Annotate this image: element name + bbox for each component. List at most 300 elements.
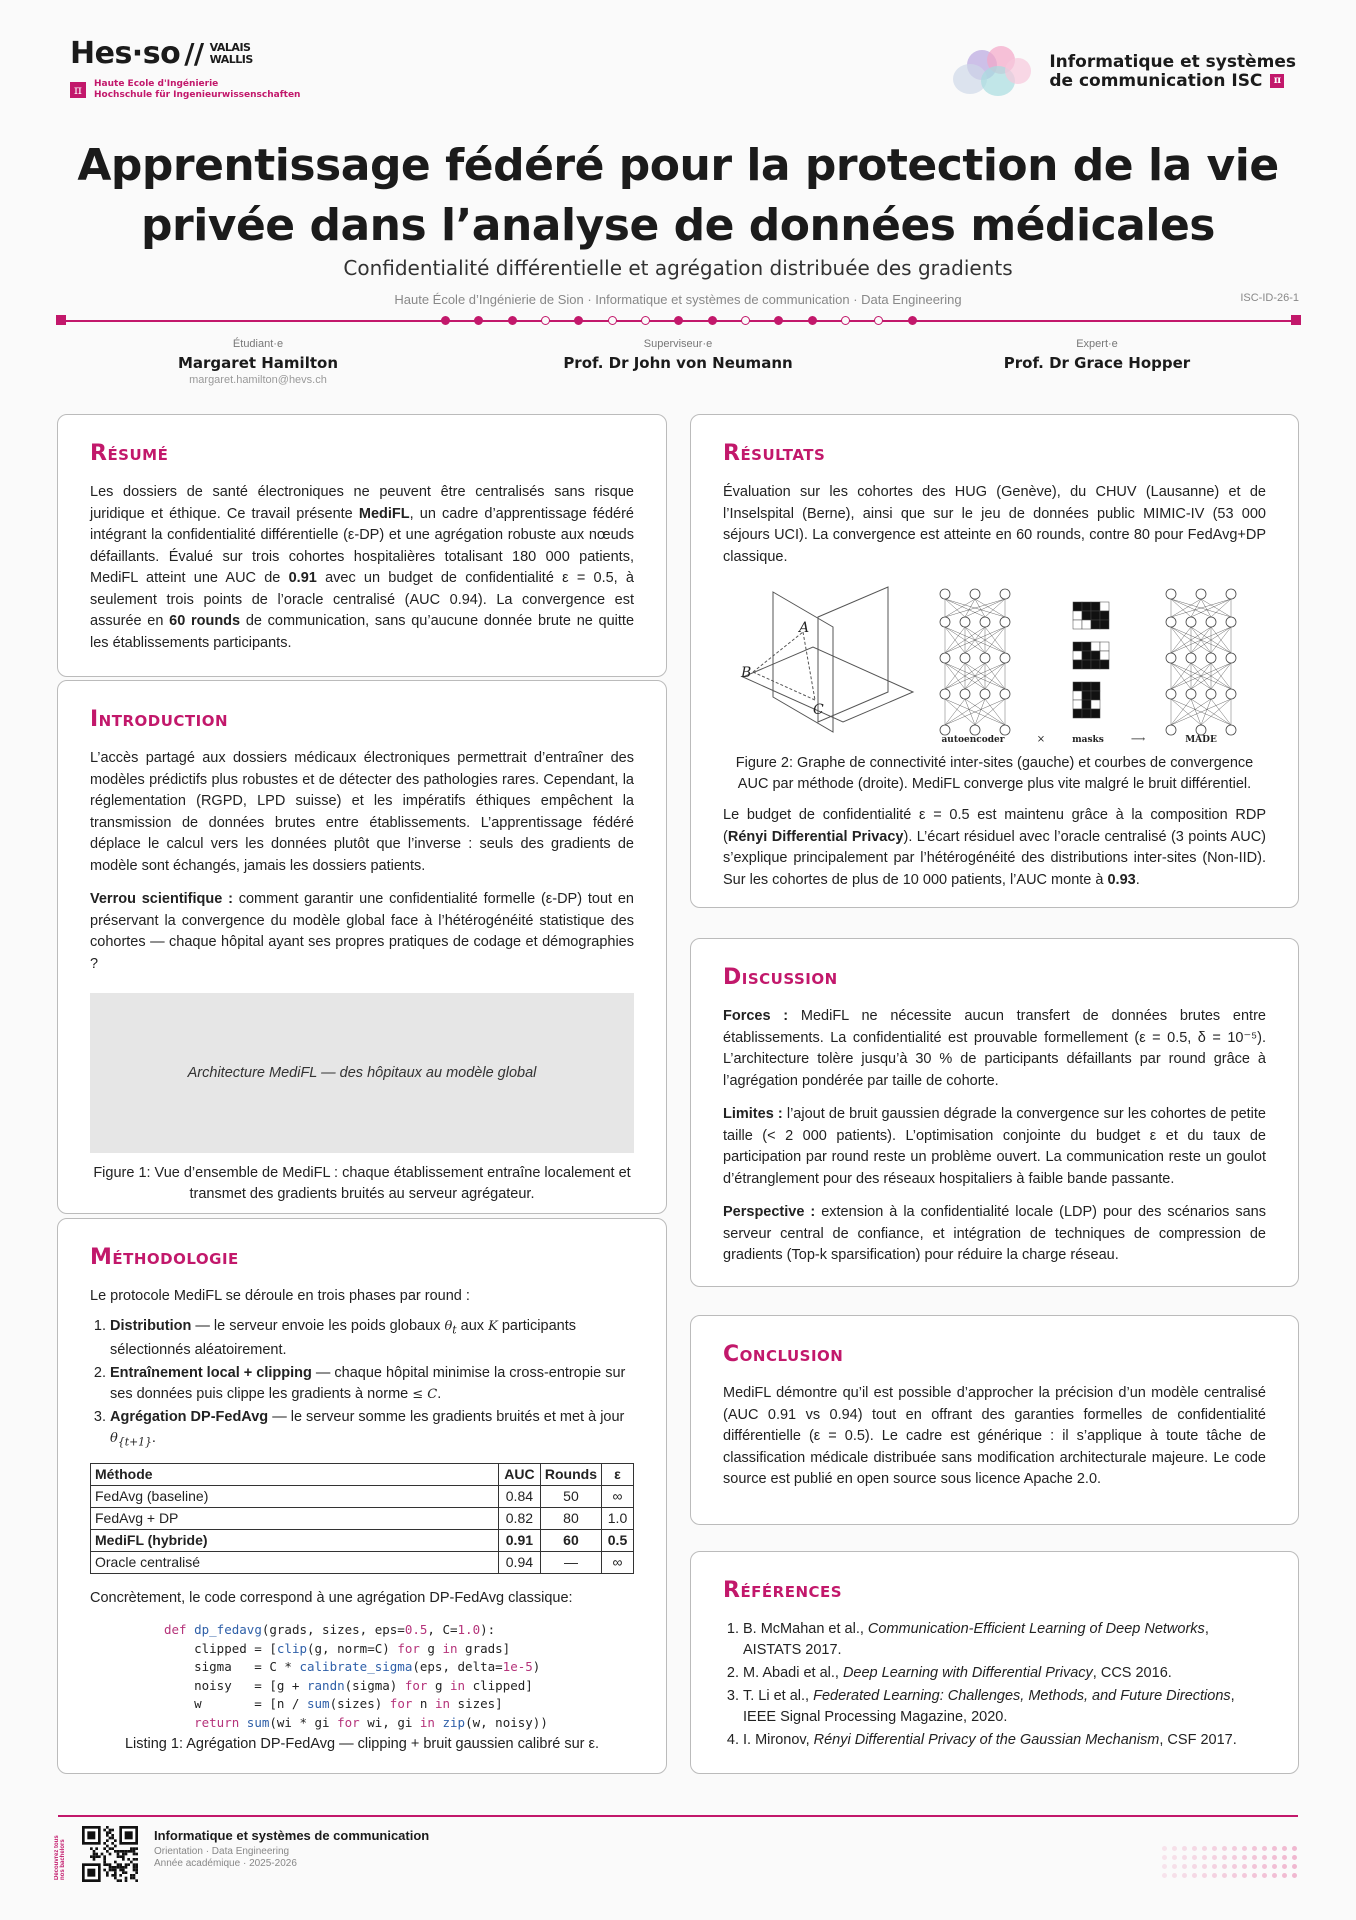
network-node <box>1206 653 1216 663</box>
qr-module <box>122 1858 125 1861</box>
decorative-dot <box>1282 1864 1287 1869</box>
listing-caption: Listing 1: Agrégation DP-FedAvg — clipping + bruit gaussien calibré sur ε. <box>124 1736 600 1753</box>
label-b: B <box>741 665 752 681</box>
timeline-dot <box>474 316 483 325</box>
qr-module <box>133 1874 136 1877</box>
qr-module <box>133 1850 136 1853</box>
qr-module <box>130 1877 133 1880</box>
qr-module <box>106 1871 109 1874</box>
network-node <box>970 589 980 599</box>
student-name: Margaret Hamilton <box>177 354 338 372</box>
discussion-limites: Limites : l’ajout de bruit gaussien dégrade la convergence sur les cohortes de petite taille (< 2 000 patients). L’optimisation conjointe du budget ε et du taux de participation par round reste un problème ouvert. La communication reste un goulot d’étranglement pour des réseaux hospitaliers à faible bande passante. <box>723 1106 1267 1187</box>
network-node <box>980 617 990 627</box>
network-edge <box>1191 699 1231 725</box>
scientific-lock: Verrou scientifique : comment garantir une confidentialité formelle (ε-DP) tout en préservant la convergence du modèle global face à l’hétérogénéité statistique des cohortes — chaque hôpital ayant ses propres pratiques de codage et démographies ? <box>90 891 634 972</box>
qr-module <box>125 1853 128 1856</box>
qr-module <box>130 1861 133 1864</box>
cell-rounds: 50 <box>540 1485 601 1507</box>
decorative-dot <box>1222 1873 1227 1878</box>
mask-cell <box>1082 620 1091 629</box>
timeline-end-marker <box>1291 315 1301 325</box>
decorative-dot <box>1182 1873 1187 1878</box>
mask-cell <box>1073 709 1082 718</box>
decorative-dot <box>1232 1855 1237 1860</box>
decorative-dot <box>1192 1864 1197 1869</box>
cell-rounds: 60 <box>540 1529 601 1551</box>
network-node <box>1000 725 1010 735</box>
mask-cell <box>1100 602 1109 611</box>
discussion-forces: Forces : MediFL ne nécessite aucun transfert de données brutes entre établissements. La confidentialité est prouvable formellement (ε = 0.5, δ = 10⁻⁵). L’architecture tolère jusqu’à 30 % de participants défaillants par round grâce à l’agrégation pondérée par taille de cohorte. <box>723 1008 1266 1089</box>
timeline-dot <box>908 316 917 325</box>
isc-logo <box>949 44 1296 99</box>
cell-method: MediFL (hybride) <box>91 1529 499 1551</box>
qr-module <box>114 1877 117 1880</box>
network-edge <box>1201 699 1211 725</box>
figure-2-caption: Figure 2: Graphe de connectivité inter-sites (gauche) et courbes de convergence AUC par méthode (droite). MediFL converge plus vite malgré le bruit différentiel. <box>735 755 1254 792</box>
reference-item: 1. B. McMahan et al., Communication-Efficient Learning of Deep Networks, AISTATS 2017. <box>743 1619 1266 1661</box>
decorative-dot <box>1262 1855 1267 1860</box>
qr-module <box>117 1853 120 1856</box>
qr-module <box>135 1863 138 1866</box>
timeline-dot <box>441 316 450 325</box>
label-arrow: ⟶ <box>1130 734 1146 745</box>
decorative-dot <box>1272 1846 1277 1851</box>
resume-text: Les dossiers de santé électroniques ne peuvent être centralisés sans risque juridique et éthique. Ce travail présente MediFL, un cadre d’apprentissage fédéré intégrant la confidentialité différentielle (ε-DP) et une agrégation robuste aux nœuds défaillants. Évalué sur trois cohortes hospitalières totalisant 180 000 patients, MediFL atteint une AUC de 0.91 avec un budget de confidentialité ε = 0.5, à seulement trois points de l’oracle centralisé (AUC 0.94). La convergence est assurée en 60 rounds de communication, sans qu’aucune donnée brute ne quitte les établissements participants. <box>90 484 635 651</box>
network-edge <box>1171 599 1211 617</box>
table-row <box>91 1485 634 1507</box>
qr-module <box>114 1869 117 1872</box>
network-node <box>1186 689 1196 699</box>
student-block <box>108 338 408 386</box>
qr-module <box>103 1863 106 1866</box>
network-node <box>940 725 950 735</box>
qr-module <box>122 1853 125 1856</box>
hes-school: Haute Ecole d'Ingénierie Hochschule für Ingenieurwissenschaften <box>94 79 301 100</box>
expert-name: Prof. Dr Grace Hopper <box>1003 354 1191 372</box>
network-edge <box>965 599 975 617</box>
qr-module <box>122 1871 125 1874</box>
network-node <box>940 689 950 699</box>
timeline-dot <box>774 316 783 325</box>
decorative-dot <box>1252 1855 1257 1860</box>
qr-module <box>103 1855 106 1858</box>
discussion-perspective: Perspective : extension à la confidentialité locale (LDP) pour des scénarios sans serveur central de confiance, et intégration de techniques de compression de gradients (Top-k sparsification) pour réduire la charge réseau. <box>723 1204 1266 1263</box>
network-edge <box>945 699 985 725</box>
mask-cell <box>1100 642 1109 651</box>
mask-cell <box>1073 682 1082 691</box>
network-node <box>1186 653 1196 663</box>
footer-side-text: Découvrez tous nos bachelors <box>54 1835 66 1880</box>
network-edge <box>1201 599 1231 617</box>
mask-cell <box>1082 611 1091 620</box>
qr-module <box>95 1855 98 1858</box>
qr-module <box>103 1842 106 1845</box>
network-node <box>1000 617 1010 627</box>
qr-module <box>111 1869 114 1872</box>
qr-module <box>93 1853 96 1856</box>
table-row <box>91 1529 634 1551</box>
qr-module <box>106 1826 109 1829</box>
decorative-dot <box>1202 1873 1207 1878</box>
qr-module <box>127 1863 130 1866</box>
network-node <box>1206 617 1216 627</box>
footer-orientation: Orientation · Data Engineering <box>154 1846 290 1857</box>
qr-module <box>109 1829 112 1832</box>
network-edge <box>1201 599 1211 617</box>
qr-module <box>114 1871 117 1874</box>
decorative-dot <box>1282 1846 1287 1851</box>
qr-module <box>106 1834 109 1837</box>
decorative-dot <box>1262 1864 1267 1869</box>
mask-cell <box>1082 709 1091 718</box>
decorative-dot <box>1292 1855 1297 1860</box>
qr-module <box>109 1869 112 1872</box>
conclusion-heading: Conclusion <box>723 1342 844 1367</box>
introduction-heading: Introduction <box>90 707 229 732</box>
decorative-dot <box>1172 1846 1177 1851</box>
qr-module <box>103 1829 106 1832</box>
footer-info <box>154 1828 429 1869</box>
isc-blobs-icon <box>949 44 1039 99</box>
decorative-dot <box>1262 1846 1267 1851</box>
network-edge <box>975 699 1005 725</box>
qr-module <box>133 1863 136 1866</box>
network-edge <box>1191 599 1201 617</box>
qr-module <box>125 1866 128 1869</box>
methodologie-intro: Le protocole MediFL se déroule en trois phases par round : <box>90 1288 470 1304</box>
network-edge <box>965 599 1005 617</box>
qr-module <box>95 1853 98 1856</box>
qr-module <box>125 1871 128 1874</box>
qr-module <box>93 1858 96 1861</box>
network-node <box>1166 589 1176 599</box>
decorative-dot <box>1282 1873 1287 1878</box>
plane-vertical-1 <box>773 592 833 732</box>
cell-epsilon: ∞ <box>602 1551 634 1573</box>
timeline-dot <box>574 316 583 325</box>
decorative-dot <box>1182 1864 1187 1869</box>
qr-module <box>93 1855 96 1858</box>
decorative-dot <box>1222 1855 1227 1860</box>
timeline-dot <box>508 316 517 325</box>
timeline-dot <box>741 316 750 325</box>
network-node <box>970 725 980 735</box>
table-row <box>91 1507 634 1529</box>
decorative-dot <box>1182 1846 1187 1851</box>
decorative-dot <box>1292 1873 1297 1878</box>
mask-cell <box>1082 651 1091 660</box>
decorative-dot <box>1232 1846 1237 1851</box>
mask-cell <box>1073 700 1082 709</box>
qr-module <box>133 1866 136 1869</box>
decorative-dot <box>1162 1864 1167 1869</box>
mask-cell <box>1073 651 1082 660</box>
qr-finder <box>125 1831 133 1839</box>
cell-epsilon: ∞ <box>602 1485 634 1507</box>
mask-cell <box>1091 709 1100 718</box>
decorative-dots <box>1162 1846 1298 1878</box>
network-node <box>960 617 970 627</box>
qr-module <box>135 1869 138 1872</box>
qr-module <box>119 1855 122 1858</box>
qr-module <box>109 1866 112 1869</box>
reference-item: 2. M. Abadi et al., Deep Learning with Differential Privacy, CCS 2016. <box>743 1663 1266 1684</box>
table-header-row <box>91 1463 634 1485</box>
qr-module <box>135 1858 138 1861</box>
qr-module <box>103 1858 106 1861</box>
timeline-dot <box>641 316 650 325</box>
decorative-dot <box>1242 1846 1247 1851</box>
mask-cell <box>1100 620 1109 629</box>
network-edge <box>1211 699 1231 725</box>
qr-module <box>117 1850 120 1853</box>
expert-block <box>947 338 1247 372</box>
timeline-dot <box>808 316 817 325</box>
timeline-dot <box>541 316 550 325</box>
timeline-dot <box>674 316 683 325</box>
qr-module <box>109 1847 112 1850</box>
timeline-dot <box>841 316 850 325</box>
mask-cell <box>1082 602 1091 611</box>
cell-auc: 0.82 <box>498 1507 540 1529</box>
qr-module <box>114 1861 117 1864</box>
discussion-panel <box>690 938 1299 1287</box>
qr-code-icon[interactable] <box>82 1826 138 1882</box>
qr-module <box>125 1877 128 1880</box>
network-node <box>1226 589 1236 599</box>
network-node <box>1166 725 1176 735</box>
decorative-dot <box>1202 1846 1207 1851</box>
network-node <box>960 653 970 663</box>
resultats-panel <box>690 414 1299 908</box>
timeline-end-marker <box>56 315 66 325</box>
network-node <box>1000 689 1010 699</box>
qr-module <box>119 1874 122 1877</box>
qr-module <box>109 1853 112 1856</box>
student-role: Étudiant·e <box>232 338 284 350</box>
col-auc: AUC <box>498 1463 540 1485</box>
network-edge <box>985 599 1005 617</box>
qr-module <box>127 1858 130 1861</box>
network-edge <box>1171 599 1191 617</box>
col-method: Méthode <box>91 1463 499 1485</box>
qr-module <box>101 1853 104 1856</box>
qr-finder <box>87 1831 95 1839</box>
network-edge <box>1191 699 1201 725</box>
mask-cell <box>1100 651 1109 660</box>
results-table <box>90 1463 634 1574</box>
autoencoder-network <box>940 589 1010 735</box>
label-c: C <box>813 702 824 718</box>
step-distribution: 1. Distribution — le serveur envoie les poids globaux $\theta_t$ aux K participants sélectionnés aléatoirement. <box>110 1316 634 1362</box>
qr-module <box>135 1853 138 1856</box>
qr-module <box>133 1869 136 1872</box>
footer-year: Année académique · 2025-2026 <box>154 1858 297 1869</box>
mask-cell <box>1073 620 1082 629</box>
conclusion-text: MediFL démontre qu’il est possible d’approcher la précision d’un modèle centralisé (AUC 0.91 vs 0.94) tout en offrant des garanties formelles de confidentialité différentielle (ε = 0.5). Le cadre est générique : il s’applique à toute tâche de classification médicale distribuée sans modification architecturale majeure. Le code source est publié en open source sous licence Apache 2.0. <box>723 1385 1266 1487</box>
qr-module <box>106 1845 109 1848</box>
decorative-dot <box>1192 1855 1197 1860</box>
references-panel <box>690 1551 1299 1774</box>
qr-module <box>106 1839 109 1842</box>
decorative-dot <box>1262 1873 1267 1878</box>
qr-module <box>135 1871 138 1874</box>
qr-module <box>130 1847 133 1850</box>
qr-module <box>98 1855 101 1858</box>
mask-cell <box>1073 691 1082 700</box>
mask-cell <box>1082 660 1091 669</box>
qr-module <box>111 1874 114 1877</box>
qr-module <box>125 1863 128 1866</box>
network-edge <box>945 699 965 725</box>
resultats-budget-text: Le budget de confidentialité ε = 0.5 est maintenu grâce à la composition RDP (Rényi Differential Privacy). L’écart résiduel avec l’oracle centralisé (3 points AUC) s’explique principalement par l’hétérogénéité des distributions inter-sites (Non-IID). Sur les cohortes de plus de 10 000 patients, l’AUC monte à 0.93. <box>723 807 1266 888</box>
cell-rounds: — <box>540 1551 601 1573</box>
figure-1-caption: Figure 1: Vue d’ensemble de MediFL : chaque établissement entraîne localement et transmet des gradients bruités au serveur agrégateur. <box>93 1165 631 1202</box>
qr-module <box>135 1847 138 1850</box>
qr-module <box>119 1879 122 1882</box>
expert-role: Expert·e <box>1076 338 1118 350</box>
label-times: × <box>1036 734 1046 745</box>
pi-icon: π <box>1270 74 1284 88</box>
cell-auc: 0.94 <box>498 1551 540 1573</box>
network-edge <box>1171 599 1201 617</box>
network-node <box>940 589 950 599</box>
decorative-dot <box>1172 1873 1177 1878</box>
mask-cell <box>1082 691 1091 700</box>
decorative-dot <box>1212 1846 1217 1851</box>
decorative-dot <box>1222 1846 1227 1851</box>
mask-cell <box>1073 602 1082 611</box>
network-edge <box>975 699 985 725</box>
decorative-dot <box>1242 1855 1247 1860</box>
decorative-dot <box>1172 1855 1177 1860</box>
network-node <box>1000 653 1010 663</box>
methodologie-heading: Méthodologie <box>90 1245 239 1270</box>
qr-module <box>109 1837 112 1840</box>
poster-title: Apprentissage fédéré pour la protection de la vie privée dans l’analyse de données médicales <box>77 140 1279 251</box>
qr-module <box>103 1847 106 1850</box>
mask-cell <box>1091 602 1100 611</box>
step-training: 2. Entraînement local + clipping — chaque hôpital minimise la cross-entropie sur ses données puis clippe les gradients à norme ≤ C. <box>110 1363 634 1405</box>
mask-cell <box>1073 660 1082 669</box>
network-edge <box>965 699 975 725</box>
figure-2 <box>723 582 1268 747</box>
qr-module <box>114 1845 117 1848</box>
network-edge <box>975 599 1005 617</box>
qr-module <box>114 1874 117 1877</box>
label-autoencoder: autoencoder <box>941 735 1005 745</box>
qr-module <box>135 1866 138 1869</box>
decorative-dot <box>1292 1864 1297 1869</box>
hes-brand: Hes·so <box>70 36 181 71</box>
qr-module <box>114 1850 117 1853</box>
qr-module <box>93 1850 96 1853</box>
qr-module <box>122 1869 125 1872</box>
qr-module <box>90 1855 93 1858</box>
hes-region: VALAIS WALLIS <box>209 40 253 66</box>
step-aggregation: 3. Agrégation DP-FedAvg — le serveur somme les gradients bruités et met à jour $\theta_{\{t+1\}}$. <box>110 1407 634 1453</box>
mask-cell <box>1091 660 1100 669</box>
cell-method: Oracle centralisé <box>91 1551 499 1573</box>
network-node <box>1196 725 1206 735</box>
planes-diagram <box>743 587 913 732</box>
decorative-dot <box>1202 1855 1207 1860</box>
decorative-dot <box>1272 1855 1277 1860</box>
mask-cell <box>1091 620 1100 629</box>
made-network <box>1166 589 1236 735</box>
qr-module <box>103 1869 106 1872</box>
qr-module <box>133 1877 136 1880</box>
figure-1-placeholder: Architecture MediFL — des hôpitaux au modèle global <box>90 993 634 1153</box>
decorative-dot <box>1212 1855 1217 1860</box>
qr-module <box>135 1879 138 1882</box>
discussion-heading: Discussion <box>723 965 838 990</box>
mask-cell <box>1082 700 1091 709</box>
introduction-panel <box>57 680 667 1214</box>
cell-epsilon: 1.0 <box>602 1507 634 1529</box>
decorative-dot <box>1272 1864 1277 1869</box>
mask-cell <box>1091 682 1100 691</box>
network-node <box>960 689 970 699</box>
qr-module <box>109 1831 112 1834</box>
qr-module <box>106 1831 109 1834</box>
qr-module <box>122 1850 125 1853</box>
mask-cell <box>1091 611 1100 620</box>
poster-subtitle: Confidentialité différentielle et agrégation distribuée des gradients <box>343 256 1013 280</box>
qr-module <box>119 1866 122 1869</box>
mask-cell <box>1091 691 1100 700</box>
qr-module <box>114 1866 117 1869</box>
label-a: A <box>799 620 810 636</box>
col-rounds: Rounds <box>540 1463 601 1485</box>
qr-finder <box>87 1869 95 1877</box>
qr-module <box>125 1850 128 1853</box>
qr-module <box>103 1861 106 1864</box>
network-edge <box>1171 699 1201 725</box>
cell-rounds: 80 <box>540 1507 601 1529</box>
introduction-text: L’accès partagé aux dossiers médicaux électroniques permettrait d’entraîner des modèles prédictifs plus robustes et de détecter des pathologies rares. Cependant, la réglementation (RGPD, LPD suisse) et les impératifs éthiques empêchent la transmission de données brutes entre établissements. L’apprentissage fédéré déplace le calcul vers les données plutôt que l’inverse : seuls des gradients de modèle sont échangés, jamais les dossiers patients. <box>90 750 634 874</box>
network-node <box>940 617 950 627</box>
network-edge <box>1171 699 1191 725</box>
qr-module <box>133 1858 136 1861</box>
network-node <box>1166 653 1176 663</box>
decorative-dot <box>1242 1873 1247 1878</box>
protocol-steps <box>110 1316 634 1453</box>
mask-cell <box>1073 611 1082 620</box>
cell-method: FedAvg + DP <box>91 1507 499 1529</box>
decorative-dot <box>1222 1864 1227 1869</box>
qr-module <box>122 1855 125 1858</box>
isc-title: Informatique et systèmes de communication ISC π <box>1049 51 1296 91</box>
network-node <box>1206 689 1216 699</box>
mask-cell <box>1082 642 1091 651</box>
network-node <box>1196 589 1206 599</box>
decorative-dot <box>1162 1846 1167 1851</box>
mask-cell <box>1082 682 1091 691</box>
network-edge <box>965 699 1005 725</box>
qr-module <box>122 1866 125 1869</box>
label-masks: masks <box>1072 735 1104 745</box>
qr-module <box>106 1850 109 1853</box>
pi-icon: π <box>70 82 86 98</box>
decorative-dot <box>1272 1873 1277 1878</box>
supervisor-role: Superviseur·e <box>643 338 713 350</box>
cell-auc: 0.84 <box>498 1485 540 1507</box>
qr-module <box>119 1850 122 1853</box>
network-edge <box>945 599 985 617</box>
network-edge <box>975 599 985 617</box>
network-node <box>980 689 990 699</box>
